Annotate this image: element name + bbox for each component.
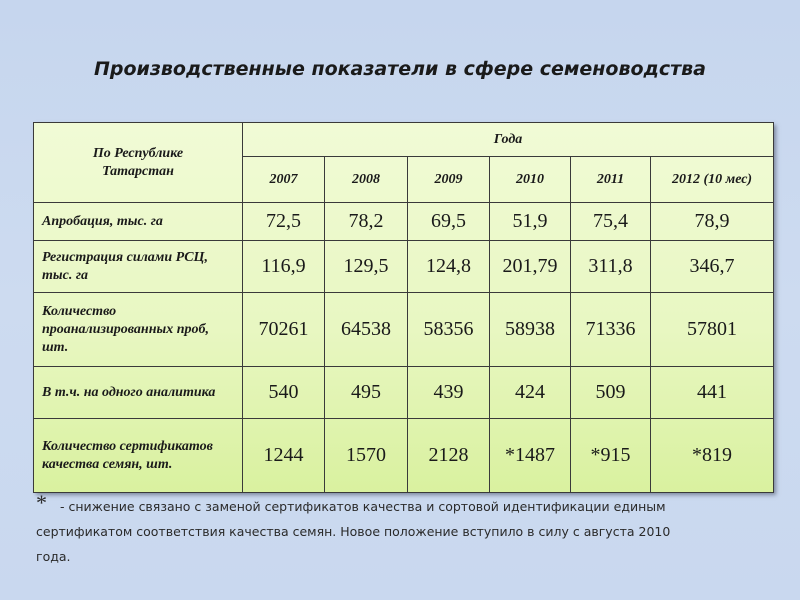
table-cell: 70261: [243, 293, 325, 367]
table-row: [34, 419, 774, 493]
year-header: 2008: [325, 157, 408, 203]
table-row: [34, 367, 774, 419]
page-title: Производственные показатели в сфере семеноводства: [94, 58, 706, 80]
table-cell: 311,8: [571, 241, 651, 293]
table-cell: 124,8: [408, 241, 490, 293]
year-header: 2009: [408, 157, 490, 203]
footnote-line: - снижение связано с заменой сертификатов качества и сортовой идентификации единым: [60, 499, 666, 514]
table-cell: 71336: [571, 293, 651, 367]
table-cell: 51,9: [490, 203, 571, 241]
table-cell: 540: [243, 367, 325, 419]
years-group-header: Года: [243, 123, 774, 157]
row-label: Количество проанализированных проб, шт.: [34, 293, 243, 367]
table-cell: 116,9: [243, 241, 325, 293]
table-cell: 1570: [325, 419, 408, 493]
table-cell: 129,5: [325, 241, 408, 293]
indicators-table: [33, 122, 774, 493]
table-cell: *1487: [490, 419, 571, 493]
table-cell: 201,79: [490, 241, 571, 293]
table-cell: 495: [325, 367, 408, 419]
footnote: [36, 490, 776, 569]
table-cell: 509: [571, 367, 651, 419]
footnote-marker: *: [36, 490, 47, 515]
footnote-line: сертификатом соответствия качества семян. Новое положение вступило в силу с августа 2010: [36, 524, 671, 539]
row-label: Регистрация силами РСЦ, тыс. га: [34, 241, 243, 293]
table-cell: 439: [408, 367, 490, 419]
footnote-line: года.: [36, 549, 71, 564]
table-row: [34, 241, 774, 293]
year-header: 2007: [243, 157, 325, 203]
row-label: Апробация, тыс. га: [34, 203, 243, 241]
table-cell: 57801: [651, 293, 774, 367]
year-header: 2011: [571, 157, 651, 203]
table-cell: 78,2: [325, 203, 408, 241]
table-row: [34, 293, 774, 367]
row-label: Количество сертификатов качества семян, шт.: [34, 419, 243, 493]
table-row: [34, 203, 774, 241]
corner-label: По Республике Татарстан: [34, 123, 243, 203]
table-cell: 441: [651, 367, 774, 419]
table-cell: 58356: [408, 293, 490, 367]
row-label: В т.ч. на одного аналитика: [34, 367, 243, 419]
table-cell: *819: [651, 419, 774, 493]
table-cell: 58938: [490, 293, 571, 367]
table-cell: 64538: [325, 293, 408, 367]
table-cell: 1244: [243, 419, 325, 493]
year-header: 2012 (10 мес): [651, 157, 774, 203]
table-cell: 75,4: [571, 203, 651, 241]
header-row-group: [34, 123, 774, 157]
table-cell: 72,5: [243, 203, 325, 241]
indicators-table-container: [33, 122, 773, 492]
table-cell: 424: [490, 367, 571, 419]
year-header: 2010: [490, 157, 571, 203]
table-cell: 346,7: [651, 241, 774, 293]
table-cell: *915: [571, 419, 651, 493]
table-cell: 78,9: [651, 203, 774, 241]
table-cell: 69,5: [408, 203, 490, 241]
table-cell: 2128: [408, 419, 490, 493]
